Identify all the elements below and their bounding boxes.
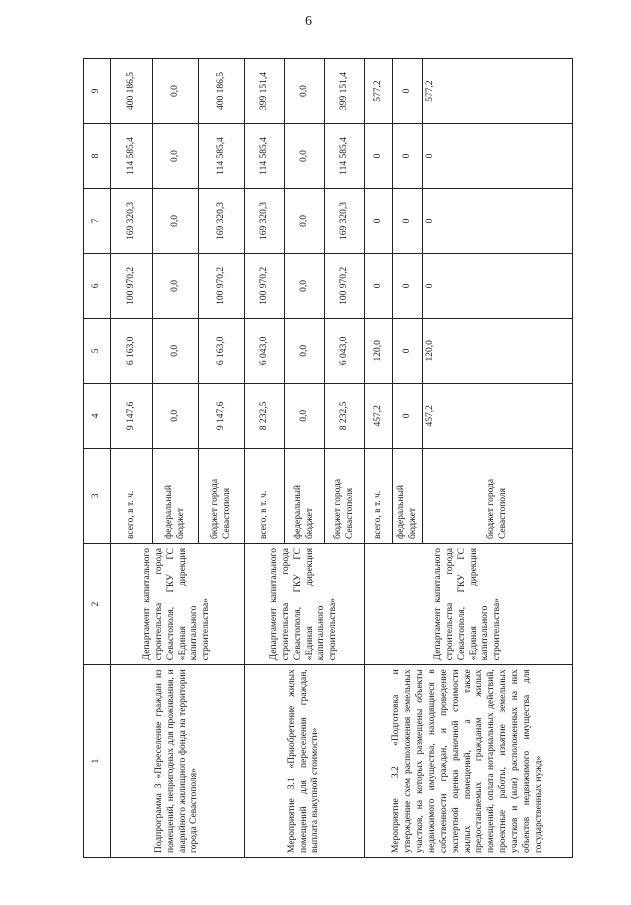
header-cell: 9 (84, 59, 111, 124)
value-cell: 0,0 (153, 124, 199, 189)
table-row (111, 59, 153, 858)
value-cell: 0,0 (153, 59, 199, 124)
value-cell: 100 970,2 (325, 253, 365, 318)
header-cell: 6 (84, 253, 111, 318)
funding-source: федеральный бюджет (153, 448, 199, 543)
value-cell: 0,0 (285, 253, 325, 318)
funding-source: всего, в т. ч. (111, 448, 153, 543)
program-description: Мероприятие 3.1 «Приобретение жилых помещений для переселения граждан, выплата выкупной стоимости» (245, 665, 365, 858)
value-cell: 0,0 (153, 253, 199, 318)
value-cell: 114 585,4 (245, 124, 285, 189)
program-description: Мероприятие 3.2 «Подготовка и утверждение схем расположения земельных участков, на которых размещены объекты недвижимого имущества, находящиеся в собственности граждан, и проведение экспертной оценки рыночной стоимости жилых помещений, а также предоставляемых гражданам жилых помещений, оплата нотариальных действий, проектные работы, изъятие земельных участков и (или) расположенных на них объектов недвижимого имущества для государственных нужд» (365, 665, 573, 858)
header-cell: 1 (84, 665, 111, 858)
value-cell: 6 163,0 (111, 318, 153, 383)
value-cell: 100 970,2 (111, 253, 153, 318)
value-cell: 114 585,4 (325, 124, 365, 189)
value-cell: 0 (393, 383, 423, 448)
value-cell: 6 043,0 (245, 318, 285, 383)
value-cell: 0 (393, 318, 423, 383)
header-cell: 4 (84, 383, 111, 448)
header-row (84, 59, 111, 858)
value-cell: 399 151,4 (245, 59, 285, 124)
value-cell: 0 (365, 188, 393, 253)
funding-source: федеральный бюджет (393, 448, 423, 543)
value-cell: 0,0 (153, 188, 199, 253)
value-cell: 0 (393, 59, 423, 124)
value-cell: 169 320,3 (245, 188, 285, 253)
value-cell: 0,0 (153, 383, 199, 448)
value-cell: 0 (423, 124, 573, 189)
funding-source: всего, в т. ч. (365, 448, 393, 543)
value-cell: 114 585,4 (199, 124, 245, 189)
value-cell: 169 320,3 (199, 188, 245, 253)
executor-cell: Департамент капитального строительства города Севастополя, ГКУ ГС «Единая дирекция капитального строительства» (365, 544, 573, 665)
value-cell: 0,0 (285, 318, 325, 383)
page-number: 6 (305, 14, 312, 29)
table-row (245, 59, 285, 858)
value-cell: 457,2 (423, 383, 573, 448)
value-cell: 399 151,4 (325, 59, 365, 124)
value-cell: 120,0 (365, 318, 393, 383)
value-cell: 0 (365, 124, 393, 189)
value-cell: 577,2 (365, 59, 393, 124)
value-cell: 6 043,0 (325, 318, 365, 383)
value-cell: 0 (393, 124, 423, 189)
value-cell: 400 186,5 (199, 59, 245, 124)
funding-source: бюджет города Севастополя (423, 448, 573, 543)
funding-source: бюджет города Севастополя (325, 448, 365, 543)
value-cell: 577,2 (423, 59, 573, 124)
header-cell: 8 (84, 124, 111, 189)
value-cell: 0 (423, 253, 573, 318)
value-cell: 9 147,6 (199, 383, 245, 448)
funding-source: всего, в т. ч. (245, 448, 285, 543)
value-cell: 169 320,3 (325, 188, 365, 253)
header-cell: 7 (84, 188, 111, 253)
program-description: Подпрограмма 3 «Переселение граждан из помещений, непригодных для проживания, и аварийного жилищного фонда на территории города Севастополя» (111, 665, 245, 858)
funding-source: федеральный бюджет (285, 448, 325, 543)
value-cell: 169 320,3 (111, 188, 153, 253)
value-cell: 8 232,5 (325, 383, 365, 448)
value-cell: 100 970,2 (245, 253, 285, 318)
value-cell: 6 163,0 (199, 318, 245, 383)
budget-table (83, 58, 573, 858)
value-cell: 0,0 (285, 59, 325, 124)
value-cell: 114 585,4 (111, 124, 153, 189)
value-cell: 120,0 (423, 318, 573, 383)
value-cell: 0,0 (285, 383, 325, 448)
value-cell: 0 (393, 188, 423, 253)
executor-cell: Департамент капитального строительства города Севастополя, ГКУ ГС «Единая дирекция капитального строительства» (111, 544, 245, 665)
value-cell: 400 186,5 (111, 59, 153, 124)
funding-source: бюджет города Севастополя (199, 448, 245, 543)
value-cell: 0 (393, 253, 423, 318)
table-row (365, 59, 393, 858)
value-cell: 0 (365, 253, 393, 318)
executor-cell: Департамент капитального строительства города Севастополя, ГКУ ГС «Единая дирекция капитального строительства» (245, 544, 365, 665)
rotated-table-container (83, 58, 573, 858)
header-cell: 2 (84, 544, 111, 665)
value-cell: 0,0 (285, 188, 325, 253)
value-cell: 0,0 (285, 124, 325, 189)
header-cell: 3 (84, 448, 111, 543)
value-cell: 0 (423, 188, 573, 253)
header-cell: 5 (84, 318, 111, 383)
value-cell: 0,0 (153, 318, 199, 383)
value-cell: 100 970,2 (199, 253, 245, 318)
value-cell: 457,2 (365, 383, 393, 448)
value-cell: 9 147,6 (111, 383, 153, 448)
value-cell: 8 232,5 (245, 383, 285, 448)
